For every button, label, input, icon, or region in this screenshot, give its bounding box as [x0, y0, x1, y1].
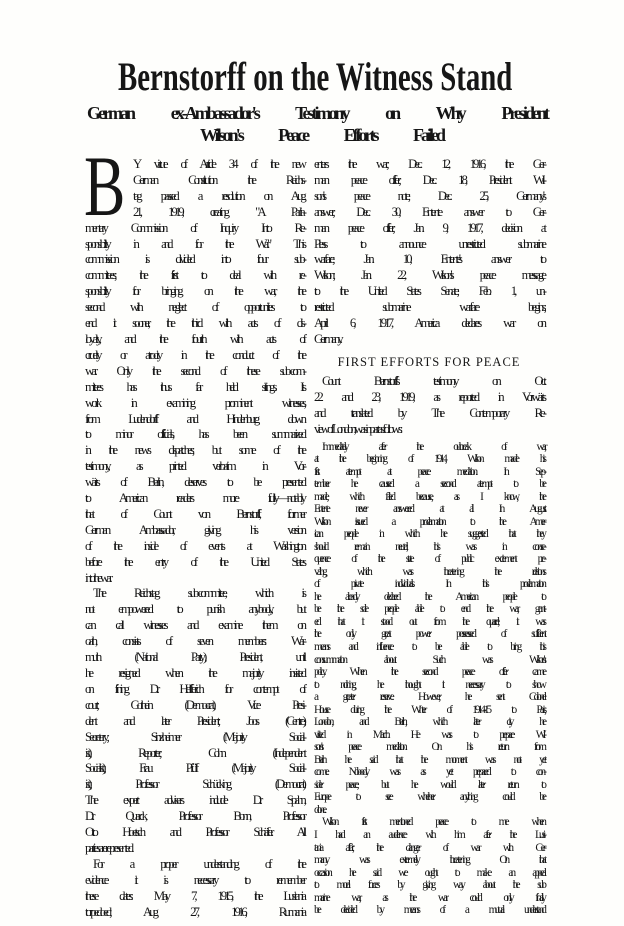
text-line: 22 and 23, 1919, as reported in Vorwärts — [314, 389, 544, 404]
text-line: sider peace; but he would later return to — [314, 778, 544, 791]
text-line: to minor officials, has been summarized — [85, 427, 304, 442]
text-line: to American readers more fully—notably — [85, 491, 304, 506]
text-line: loyalty, and the fourth with acts of — [85, 331, 304, 346]
text-line: German Constitution the Reichs- — [133, 172, 304, 187]
article-subtitle-line: Wilson's Peace Efforts Failed — [200, 125, 443, 145]
text-line: marine war, as the war could only finally — [314, 891, 544, 904]
text-line: Pless to announce unrestricted submarine — [314, 236, 544, 251]
text-line: before the entry of the United States — [85, 554, 304, 569]
text-line: Dr. Quarck, Professor Bonn, Professor — [85, 809, 304, 824]
text-line: and translated by The Contemporary Re- — [314, 405, 544, 420]
article-title-text: Bernstorff on the Witness Stand — [118, 54, 513, 99]
text-line: second with neglect of opportunities to — [85, 300, 304, 315]
text-line: can call witnesses and examine them on — [85, 618, 304, 633]
text-line: end it sooner, the third with acts of dis- — [85, 316, 304, 331]
text-line: answer; Dec. 30, Entente answer to Ger- — [314, 204, 544, 219]
text-line: ed that it stood out from the quarrel; it was — [314, 615, 544, 628]
text-line: son's peace note; Dec. 25, Germany's — [314, 188, 544, 203]
text-line: of the inside of events at Washington — [85, 538, 304, 553]
text-line: in the news dispatches; but some of the — [85, 443, 304, 458]
text-line: man peace offer; Dec. 18, President Wil- — [314, 172, 544, 187]
text-line: not empowered to punish anybody, but — [85, 602, 304, 617]
text-line: that of Count von Bernstorff, former — [85, 506, 304, 521]
text-line: quence of the state of public excitement pre- — [314, 553, 544, 566]
text-line: Immediately after the outbreak of war, — [322, 440, 544, 453]
text-line: into the war. — [85, 570, 110, 585]
text-line: tania affair; the danger of war with Ger- — [314, 841, 544, 854]
text-line: muth (National Party), President, until — [85, 650, 304, 665]
text-line: committees; the first to deal with re- — [85, 268, 304, 283]
text-line: ist); Professor Schücking (Democrat). — [85, 777, 304, 792]
text-line: Wilson; Jan. 22, Wilson's peace message — [314, 268, 544, 283]
quoted-testimony — [314, 441, 544, 917]
text-line: cruelty or atrocity in the conduct of the — [85, 347, 304, 362]
paragraph — [85, 157, 304, 586]
text-line: tag passed a resolution on Aug. — [133, 188, 304, 203]
text-line: he already declared the American people to — [314, 590, 544, 603]
text-line: come. Nobody was as yet prepared to con- — [314, 766, 544, 779]
text-line: commission is divided into four sub- — [85, 252, 304, 267]
text-line: dent and later President; Joos (Centre), — [85, 713, 304, 728]
text-line: of private individuals. In this proclamation — [314, 578, 544, 591]
text-line: The Reichstag sub-committee, which is — [93, 586, 304, 601]
text-line: be the sole people able to end the war, grant- — [314, 603, 544, 616]
section-heading: FIRST EFFORTS FOR PEACE — [337, 354, 521, 369]
text-line: a greater reserve. However, he sent Colonel — [314, 691, 544, 704]
text-line: House during the Winter of 1914-15 to Paris, — [314, 703, 544, 716]
text-line: policy. When the second peace offer came — [314, 666, 544, 679]
text-line: oath, consists of seven members: War- — [85, 634, 304, 649]
text-line: The expert advisers include Dr. Spahn, — [85, 793, 304, 808]
text-line: ist), Reporter; Cohn (Independent — [85, 745, 304, 760]
text-line: torpedoed; Aug. 27, 1916, Rumania — [85, 904, 304, 919]
text-line: man peace offer; Jan. 9, 1917, decision at — [314, 220, 544, 235]
article-subtitle-line: German ex-Ambassador's Testimony on Why President — [87, 103, 547, 123]
drop-cap: B — [84, 138, 126, 234]
right-column — [314, 157, 544, 917]
text-line: consummation about. Such was Wilson's — [314, 653, 544, 666]
text-line: first attempt at peace mediation. In Sep- — [314, 465, 544, 478]
text-line: the only great power possessed of sufficient — [314, 628, 544, 641]
text-line: made, which failed because, as I know, the — [314, 490, 544, 503]
text-line: on fining Dr. Helfferich for contempt of — [85, 681, 304, 696]
text-line: Europe to see whether anything could be — [314, 791, 544, 804]
paragraph — [85, 857, 304, 921]
text-line: restricted submarine warfare begins; — [314, 300, 544, 315]
text-line: Berlin he said that the moment was not yet — [314, 753, 544, 766]
text-line: evidence it is necessary to remember — [85, 872, 304, 887]
text-line: vailing, which was threatening the relations — [314, 565, 544, 578]
text-line: to moral forces by giving way about the sub — [314, 879, 544, 892]
text-line: I had an audience with him after the Lusi- — [314, 828, 544, 841]
text-line: done. — [314, 803, 324, 816]
text-line: tember he caused a second attempt to be — [314, 478, 544, 491]
text-line: Entente never answered at all. In August — [314, 503, 544, 516]
text-line: war. Only the second of these sub-com- — [85, 363, 304, 378]
text-line: occasion he said we ought to make an appeal — [314, 866, 544, 879]
text-line: parties are represented. — [85, 840, 132, 855]
text-line: Y virtue of Article 34 of the new — [133, 157, 304, 171]
text-line: For a proper understanding of the — [93, 856, 304, 871]
text-line: sponsibility in and for the War." This — [85, 236, 304, 251]
paragraph — [314, 816, 544, 916]
text-line: these dates: May 7, 1915, the Lusitania — [85, 888, 304, 903]
text-line: Secretary; Sinzheimer (Majority Social- — [85, 729, 304, 744]
text-line: mentary Commission of Inquiry Into Re- — [85, 220, 304, 235]
text-line: warfare; Jan. 10, Entente's answer to — [314, 252, 544, 267]
text-line: April 6, 1917, America declares war on — [314, 316, 544, 331]
text-line: sponsibility for bringing on the war, the — [85, 284, 304, 299]
text-line: visited in March. He was to prepare Wil- — [314, 728, 544, 741]
text-line: means and influence to be able to bring this — [314, 641, 544, 653]
text-line: Germany. — [314, 331, 340, 346]
text-line: testimony, as printed verbatim in Vor- — [85, 459, 304, 474]
text-line: London, and Berlin, which latter city he — [314, 716, 544, 729]
text-line: many was extremely threatening. On that — [314, 854, 544, 867]
text-line: should remain neutral; this was in conse- — [314, 540, 544, 553]
text-line: to nothing, he thought it necessary to show — [314, 678, 544, 691]
text-line: he resigned when the majority insisted — [85, 666, 304, 680]
text-line: be decided by means of a mutual understand — [314, 904, 544, 917]
text-line: Wilson issued a proclamation to the Amer- — [314, 515, 544, 528]
text-line: son's peace mediation. On his return from — [314, 741, 544, 754]
paragraph — [85, 586, 304, 856]
text-line: work in examining prominent witnesses, — [85, 395, 304, 410]
text-line: 21, 1919, creating "A Parlia- — [133, 204, 304, 219]
text-line: court; Gothein (Democrat), Vice Presi- — [85, 697, 304, 712]
text-line: at the beginning of 1914, Wilson made his — [314, 453, 544, 466]
text-line: enters the war; Dec. 12, 1916, the Ger- — [314, 157, 544, 171]
text-line: Count Bernstorff's testimony on Oct. — [322, 373, 544, 388]
text-line: Wilson first mentioned peace to me when — [322, 816, 544, 829]
paragraph — [314, 157, 544, 348]
text-line: Socialist); Frau Pfülf (Majority Social- — [85, 761, 304, 776]
paragraph — [314, 374, 544, 438]
text-line: view of London, was in part as follows: — [314, 421, 401, 436]
text-line: mittees has thus far held sittings. Its — [85, 379, 304, 394]
text-line: ican people in which he suggested that they — [314, 528, 544, 541]
text-line: to the United States Senate; Feb. 1, un- — [314, 284, 544, 299]
text-line: Otto Hoetsch and Professor Schäfer. All — [85, 825, 304, 840]
paragraph — [314, 441, 544, 817]
left-column — [85, 157, 304, 921]
text-line: from Ludendorff and Hindenburg down — [85, 411, 304, 426]
text-line: German Ambassador, giving his version — [85, 522, 304, 537]
article-title — [118, 55, 512, 99]
text-line: wärts of Berlin, deserves to be presented — [85, 475, 304, 490]
